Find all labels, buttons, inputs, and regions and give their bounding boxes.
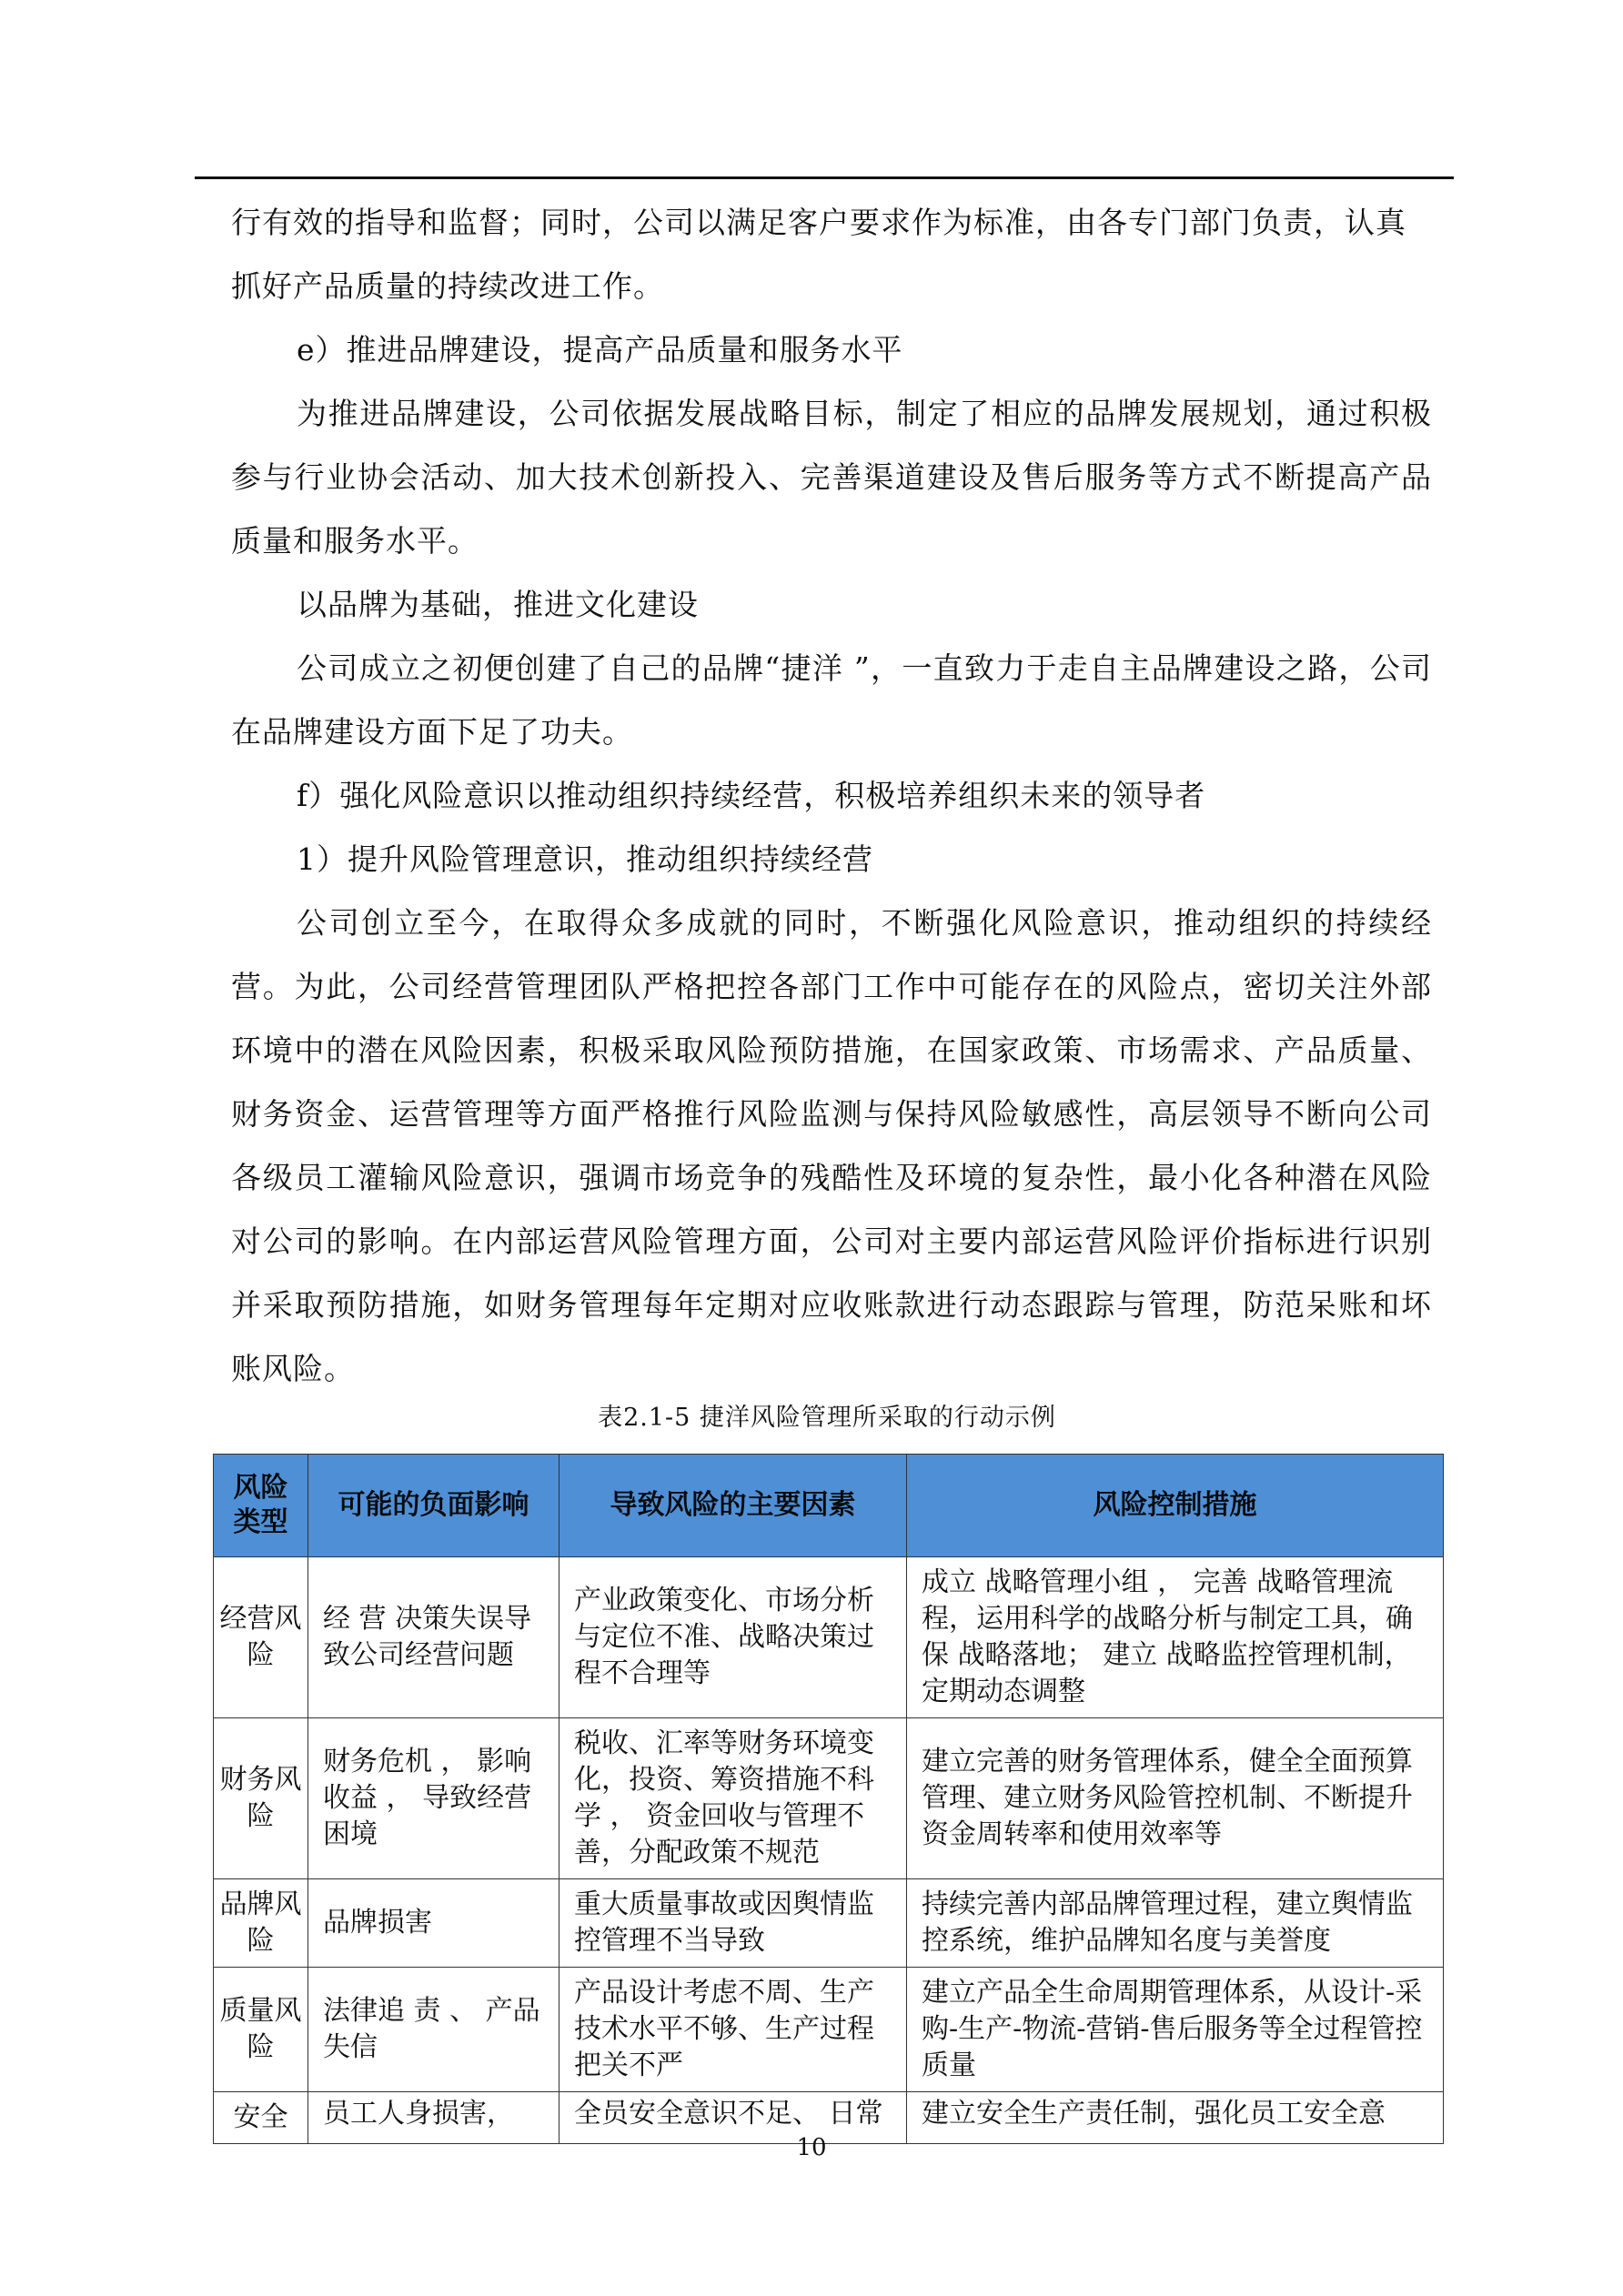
body-text (231, 191, 1432, 1401)
header-negative-impact: 可能的负面影响 (308, 1455, 559, 1557)
cell-factors: 产品设计考虑不周、生产技术水平不够、生产过程把关不严 (559, 1968, 907, 2092)
table-row (214, 1557, 1444, 1718)
cell-impact: 经 营 决策失误导致公司经营问题 (308, 1557, 559, 1718)
paragraph-brand-building: 为推进品牌建设，公司依据发展战略目标，制定了相应的品牌发展规划，通过积极参与行业协会活动、加大技术创新投入、完善渠道建设及售后服务等方式不断提高产品质量和服务水平。 (231, 396, 1432, 559)
cell-impact: 法律追 责 、 产品失信 (308, 1968, 559, 2092)
cell-measures: 建立完善的财务管理体系，健全全面预算管理、建立财务风险管控机制、不断提升资金周转率和使用效率等 (907, 1718, 1444, 1879)
paragraph-brand-name: 公司成立之初便创建了自己的品牌“捷洋 ”，一直致力于走自主品牌建设之路，公司在品牌建设方面下足了功夫。 (231, 650, 1432, 750)
cell-impact: 员工人身损害， (308, 2092, 559, 2144)
cell-impact: 品牌损害 (308, 1879, 559, 1968)
header-main-factors: 导致风险的主要因素 (559, 1455, 907, 1557)
sub-heading-risk: 1）提升风险管理意识，推动组织持续经营 (297, 841, 873, 877)
sub-heading-culture: 以品牌为基础，推进文化建设 (297, 587, 699, 622)
cell-factors: 全员安全意识不足、 日常 (559, 2092, 907, 2144)
cell-factors: 重大质量事故或因舆情监控管理不当导致 (559, 1879, 907, 1968)
cell-impact: 财务危机 ， 影响收益 ， 导致经营困境 (308, 1718, 559, 1879)
cell-risk-type: 安全 (214, 2092, 308, 2144)
header-rule (195, 176, 1454, 179)
paragraph-risk-management: 公司创立至今，在取得众多成就的同时，不断强化风险意识，推动组织的持续经营。为此，公司经营管理团队严格把控各部门工作中可能存在的风险点，密切关注外部环境中的潜在风险因素，积极采取风险预防措施，在国家政策、市场需求、产品质量、财务资金、运营管理等方面严格推行风险监测与保持风险敏感性，高层领导不断向公司各级员工灌输风险意识，强调市场竞争的残酷性及环境的复杂性，最小化各种潜在风险对公司的影响。在内部运营风险管理方面，公司对主要内部运营风险评价指标进行识别并采取预防措施，如财务管理每年定期对应收账款进行动态跟踪与管理，防范呆账和坏账风险。 (231, 905, 1432, 1386)
paragraph-continuation: 行有效的指导和监督；同时，公司以满足客户要求作为标准，由各专门部门负责，认真抓好产品质量的持续改进工作。 (231, 205, 1406, 304)
risk-table (213, 1454, 1444, 2144)
table-row (214, 1718, 1444, 1879)
section-heading-f: f）强化风险意识以推动组织持续经营，积极培养组织未来的领导者 (297, 778, 1206, 813)
section-heading-e: e）推进品牌建设，提高产品质量和服务水平 (297, 332, 903, 368)
page-number: 10 (796, 2134, 827, 2161)
table-row (214, 1879, 1444, 1968)
cell-risk-type: 质量风险 (214, 1968, 308, 2092)
cell-measures: 持续完善内部品牌管理过程，建立舆情监控系统，维护品牌知名度与美誉度 (907, 1879, 1444, 1968)
header-control-measures: 风险控制措施 (907, 1455, 1444, 1557)
table-header-row (214, 1455, 1444, 1557)
cell-risk-type: 品牌风险 (214, 1879, 308, 1968)
cell-measures: 建立产品全生命周期管理体系，从设计-采购-生产-物流-营销-售后服务等全过程管控质量 (907, 1968, 1444, 2092)
cell-risk-type: 财务风险 (214, 1718, 308, 1879)
cell-risk-type: 经营风险 (214, 1557, 308, 1718)
table-row (214, 1968, 1444, 2092)
header-risk-type: 风险类型 (214, 1455, 308, 1557)
table-caption: 表2.1-5 捷洋风险管理所采取的行动示例 (598, 1404, 1056, 1432)
cell-measures: 建立安全生产责任制，强化员工安全意 (907, 2092, 1444, 2144)
cell-factors: 税收、汇率等财务环境变化，投资、筹资措施不科学 ， 资金回收与管理不善，分配政策不规范 (559, 1718, 907, 1879)
cell-measures: 成立 战略管理小组 ， 完善 战略管理流程，运用科学的战略分析与制定工具，确保 战略落地； 建立 战略监控管理机制，定期动态调整 (907, 1557, 1444, 1718)
cell-factors: 产业政策变化、市场分析与定位不准、战略决策过程不合理等 (559, 1557, 907, 1718)
